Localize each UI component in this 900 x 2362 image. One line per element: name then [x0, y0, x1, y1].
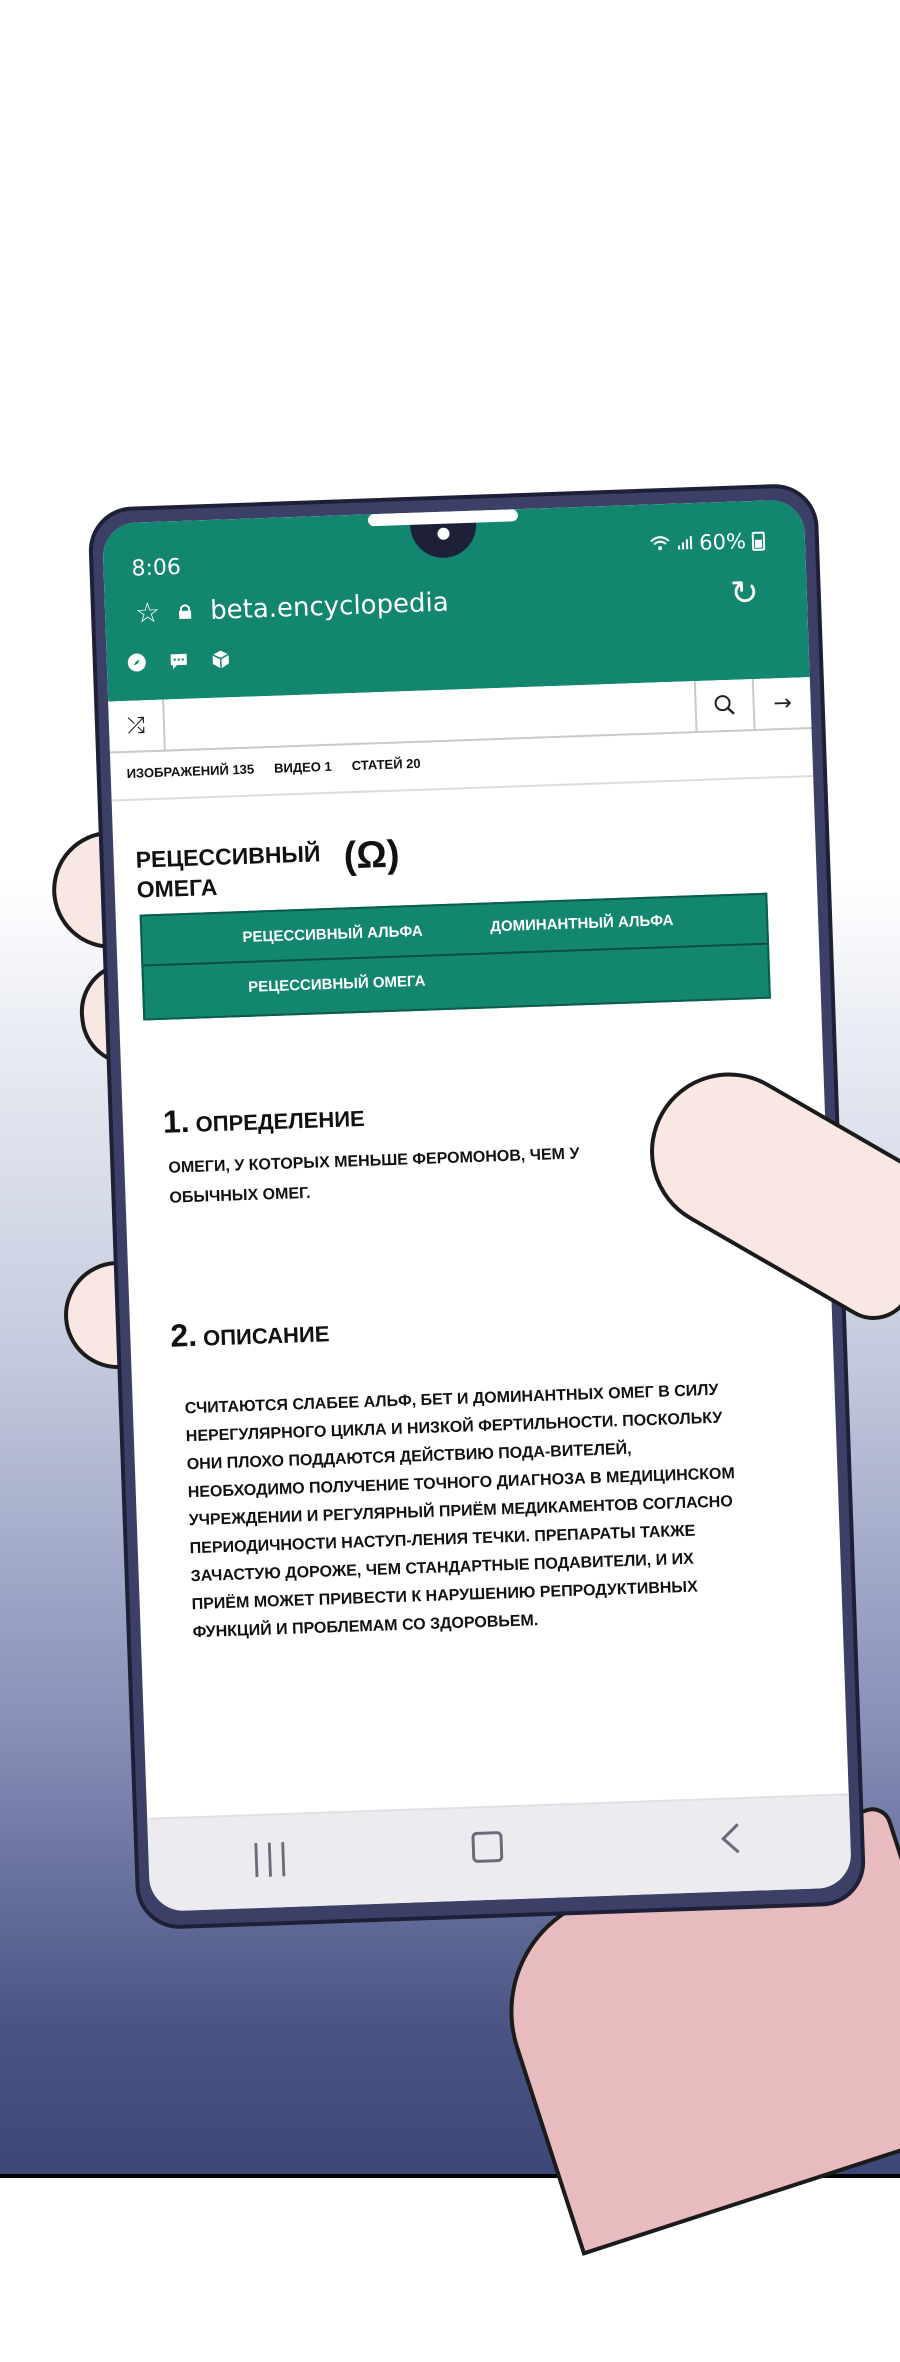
page-title: РЕЦЕССИВНЫЙ ОМЕГА	[135, 840, 321, 903]
back-icon[interactable]	[718, 1821, 743, 1865]
category-tabs	[140, 893, 771, 1021]
star-icon[interactable]: ☆	[134, 595, 161, 630]
search-icon[interactable]	[694, 679, 754, 731]
divider	[112, 775, 814, 801]
wifi-icon	[649, 532, 672, 557]
tabs-divider	[143, 943, 767, 967]
refresh-icon[interactable]: ↻	[729, 572, 760, 614]
section-heading-definition	[162, 1097, 365, 1141]
status-time: 8:06	[131, 554, 182, 582]
tab-dominant-alpha[interactable]: ДОМИНАНТНЫЙ АЛЬФА	[489, 911, 674, 936]
browser-tools	[126, 649, 231, 678]
lock-icon	[178, 597, 193, 627]
cube-icon[interactable]	[210, 649, 231, 675]
tab-recessive-alpha[interactable]: РЕЦЕССИВНЫЙ АЛЬФА	[242, 922, 423, 947]
system-nav-bar	[147, 1793, 852, 1911]
search-input[interactable]	[168, 691, 633, 741]
battery-percent: 60%	[698, 529, 747, 555]
signal-icon	[677, 531, 694, 556]
section-number: 2.	[169, 1316, 198, 1354]
description-text: СЧИТАЮТСЯ СЛАБЕЕ АЛЬФ, БЕТ И ДОМИНАНТНЫХ ОМЕГ В СИЛУ НЕРЕГУЛЯРНОГО ЦИКЛА И НИЗКОЙ ФЕРТИЛЬНОСТИ. ПОСКОЛЬКУ ОНИ ПЛОХО ПОДДАЮТСЯ ДЕЙСТВИЮ ПОДА-ВИТЕЛЕЙ, НЕОБХОДИМО ПОЛУЧЕНИЕ ТОЧНОГО ДИАГНОЗА В МЕДИЦИНСКОМ УЧРЕЖДЕНИИ И РЕГУЛЯРНЫЙ ПРИЁМ МЕДИКАМЕНТОВ СОГЛАСНО ПЕРИОДИЧНОСТИ НАСТУП-ЛЕНИЯ ТЕЧКИ. ПРЕПАРАТЫ ТАКЖЕ ЗАЧАСТУЮ ДОРОЖЕ, ЧЕМ СТАНДАРТНЫЕ ПОДАВИТЕЛИ, И ИХ ПРИЁМ МОЖЕТ ПРИВЕСТИ К НАРУШЕНИЮ РЕПРОДУКТИВНЫХ ФУНКЦИЙ И ПРОБЛЕМАМ СО ЗДОРОВЬЕМ.	[184, 1381, 736, 1642]
status-icons	[649, 529, 765, 557]
battery-icon	[752, 531, 766, 550]
section-title: ОПРЕДЕЛЕНИЕ	[195, 1105, 366, 1137]
articles-count-link[interactable]: СТАТЕЙ 20	[351, 755, 421, 774]
media-counts	[126, 756, 420, 781]
home-icon[interactable]	[470, 1829, 505, 1873]
section-number: 1.	[162, 1102, 191, 1140]
url-text[interactable]: beta.encyclopedia	[209, 587, 450, 626]
chat-icon[interactable]	[168, 651, 189, 677]
arrow-right-icon[interactable]: →	[752, 677, 812, 729]
recent-apps-icon[interactable]: |||	[249, 1836, 292, 1879]
shuffle-icon[interactable]: ⤮	[108, 700, 166, 752]
section-heading-description	[170, 1312, 330, 1355]
definition-text: ОМЕГИ, У КОТОРЫХ МЕНЬШЕ ФЕРОМОНОВ, ЧЕМ У ОБЫЧНЫХ ОМЕГ.	[168, 1145, 580, 1207]
tab-recessive-omega[interactable]: РЕЦЕССИВНЫЙ ОМЕГА	[247, 972, 426, 996]
address-bar[interactable]	[135, 588, 450, 629]
panel-gutter	[0, 2178, 900, 2362]
videos-count-link[interactable]: ВИДЕО 1	[273, 758, 332, 776]
images-count-link[interactable]: ИЗОБРАЖЕНИЙ 135	[126, 761, 255, 781]
section-title: ОПИСАНИЕ	[202, 1321, 330, 1351]
compass-icon[interactable]	[126, 652, 147, 678]
title-symbol: (Ω)	[342, 833, 401, 878]
